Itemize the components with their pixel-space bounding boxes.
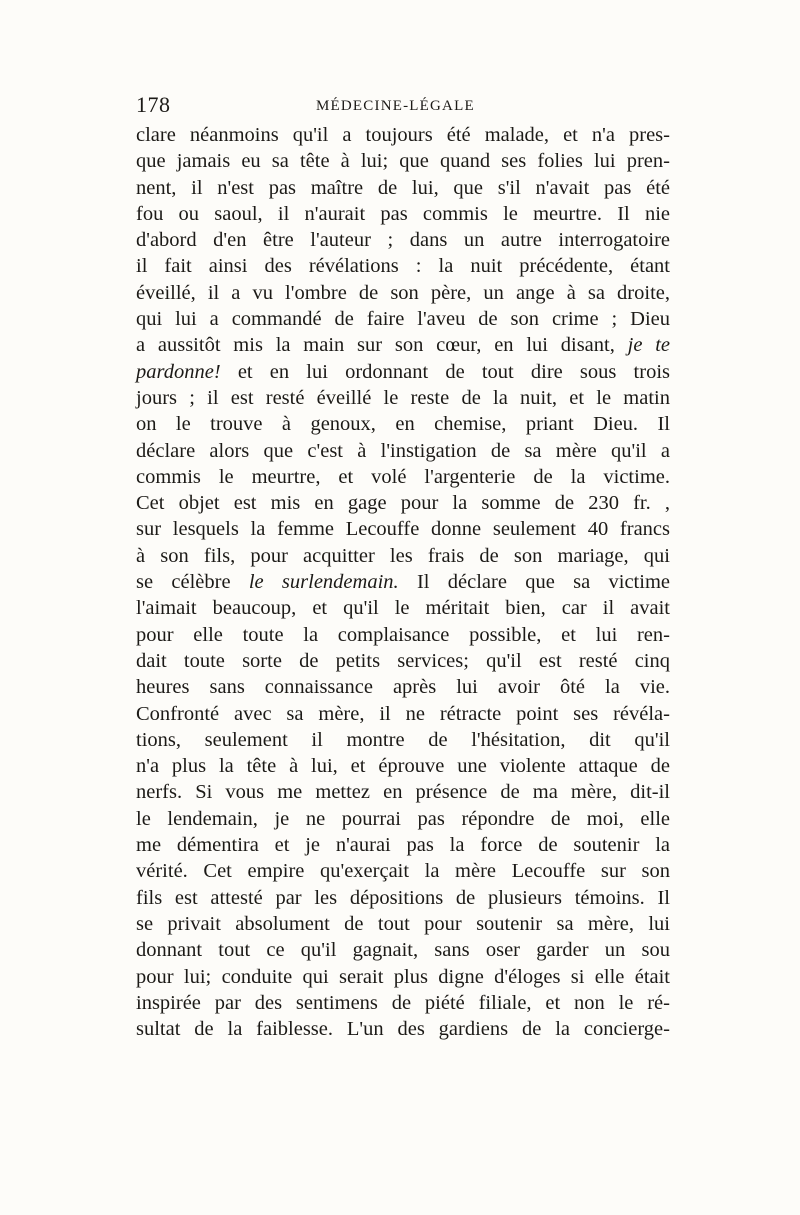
text-line — [136, 911, 670, 937]
text-line — [136, 253, 670, 279]
line-text: a aussitôt mis la main sur son cœur, en lui disant, — [136, 334, 628, 357]
text-line — [136, 516, 670, 542]
text-line — [136, 359, 670, 385]
text-line — [136, 885, 670, 911]
line-text: l'aimait beaucoup, et qu'il le méritait bien, car il avait — [136, 597, 670, 620]
text-line — [136, 227, 670, 253]
line-text: pour lui; conduite qui serait plus digne d'éloges si elle était — [136, 965, 670, 988]
text-line — [136, 1016, 670, 1042]
text-line — [136, 411, 670, 437]
text-line — [136, 543, 670, 569]
italic-text: pardonne! — [136, 360, 221, 383]
text-line — [136, 201, 670, 227]
text-line — [136, 438, 670, 464]
text-line — [136, 385, 670, 411]
line-text: vérité. Cet empire qu'exerçait la mère Lecouffe sur son — [136, 860, 670, 883]
text-line — [136, 832, 670, 858]
line-text: pour elle toute la complaisance possible, et lui ren- — [136, 623, 670, 646]
line-text: Il déclare que sa victime — [398, 571, 670, 594]
line-text: me démentira et je n'aurai pas la force de soutenir la — [136, 834, 670, 857]
line-text: heures sans connaissance après lui avoir ôté la vie. — [136, 676, 670, 699]
running-head — [136, 92, 676, 118]
text-line — [136, 701, 670, 727]
line-text: à son fils, pour acquitter les frais de son mariage, qui — [136, 544, 670, 567]
text-line — [136, 306, 670, 332]
text-line — [136, 569, 670, 595]
text-line — [136, 779, 670, 805]
text-line — [136, 148, 670, 174]
line-text: déclare alors que c'est à l'instigation de sa mère qu'il a — [136, 439, 670, 462]
line-text: fou ou saoul, il n'aurait pas commis le meurtre. Il nie — [136, 202, 670, 225]
text-line — [136, 990, 670, 1016]
line-text: tions, seulement il montre de l'hésitation, dit qu'il — [136, 728, 670, 751]
line-text: éveillé, il a vu l'ombre de son père, un ange à sa droite, — [136, 281, 670, 304]
line-text: donnant tout ce qu'il gagnait, sans oser garder un sou — [136, 939, 670, 962]
text-line — [136, 648, 670, 674]
line-text: se célèbre — [136, 571, 249, 594]
line-text: on le trouve à genoux, en chemise, priant Dieu. Il — [136, 413, 670, 436]
line-text: fils est attesté par les dépositions de plusieurs témoins. Il — [136, 886, 670, 909]
body-text — [136, 122, 670, 1042]
line-text: n'a plus la tête à lui, et éprouve une violente attaque de — [136, 755, 670, 778]
text-line — [136, 858, 670, 884]
line-text: il fait ainsi des révélations : la nuit précédente, étant — [136, 255, 670, 278]
text-line — [136, 937, 670, 963]
line-text: et en lui ordonnant de tout dire sous trois — [220, 360, 670, 383]
line-text: inspirée par des sentimens de piété filiale, et non le ré- — [136, 991, 670, 1014]
line-text: clare néanmoins qu'il a toujours été malade, et n'a pres- — [136, 124, 670, 146]
page-number: 178 — [136, 92, 171, 117]
text-line — [136, 674, 670, 700]
text-line — [136, 806, 670, 832]
line-text: le lendemain, je ne pourrai pas répondre de moi, elle — [136, 807, 670, 830]
line-text: d'abord d'en être l'auteur ; dans un autre interrogatoire — [136, 229, 670, 252]
text-line — [136, 464, 670, 490]
text-line — [136, 595, 670, 621]
text-line — [136, 175, 670, 201]
line-text: jours ; il est resté éveillé le reste de la nuit, et le matin — [136, 386, 670, 409]
line-text: commis le meurtre, et volé l'argenterie de la victime. — [136, 465, 670, 488]
line-text: sur lesquels la femme Lecouffe donne seulement 40 francs — [136, 518, 670, 541]
line-text: qui lui a commandé de faire l'aveu de son crime ; Dieu — [136, 308, 670, 331]
text-line — [136, 122, 670, 148]
line-text: Cet objet est mis en gage pour la somme de 230 fr. , — [136, 492, 670, 515]
line-text: dait toute sorte de petits services; qu'il est resté cinq — [136, 649, 670, 672]
text-line — [136, 490, 670, 516]
text-line — [136, 622, 670, 648]
text-line — [136, 332, 670, 358]
line-text: que jamais eu sa tête à lui; que quand ses folies lui pren- — [136, 150, 670, 173]
text-line — [136, 727, 670, 753]
line-text: Confronté avec sa mère, il ne rétracte point ses révéla- — [136, 702, 670, 725]
italic-text: je te — [627, 334, 670, 357]
line-text: nerfs. Si vous me mettez en présence de ma mère, dit-il — [136, 781, 670, 804]
italic-text: le surlendemain. — [248, 571, 399, 594]
text-line — [136, 280, 670, 306]
running-title: MÉDECINE-LÉGALE — [316, 98, 475, 114]
line-text: se privait absolument de tout pour soutenir sa mère, lui — [136, 912, 670, 935]
line-text: sultat de la faiblesse. L'un des gardiens de la concierge- — [136, 1018, 670, 1041]
text-line — [136, 753, 670, 779]
line-text: nent, il n'est pas maître de lui, que s'il n'avait pas été — [136, 176, 670, 199]
text-line — [136, 964, 670, 990]
